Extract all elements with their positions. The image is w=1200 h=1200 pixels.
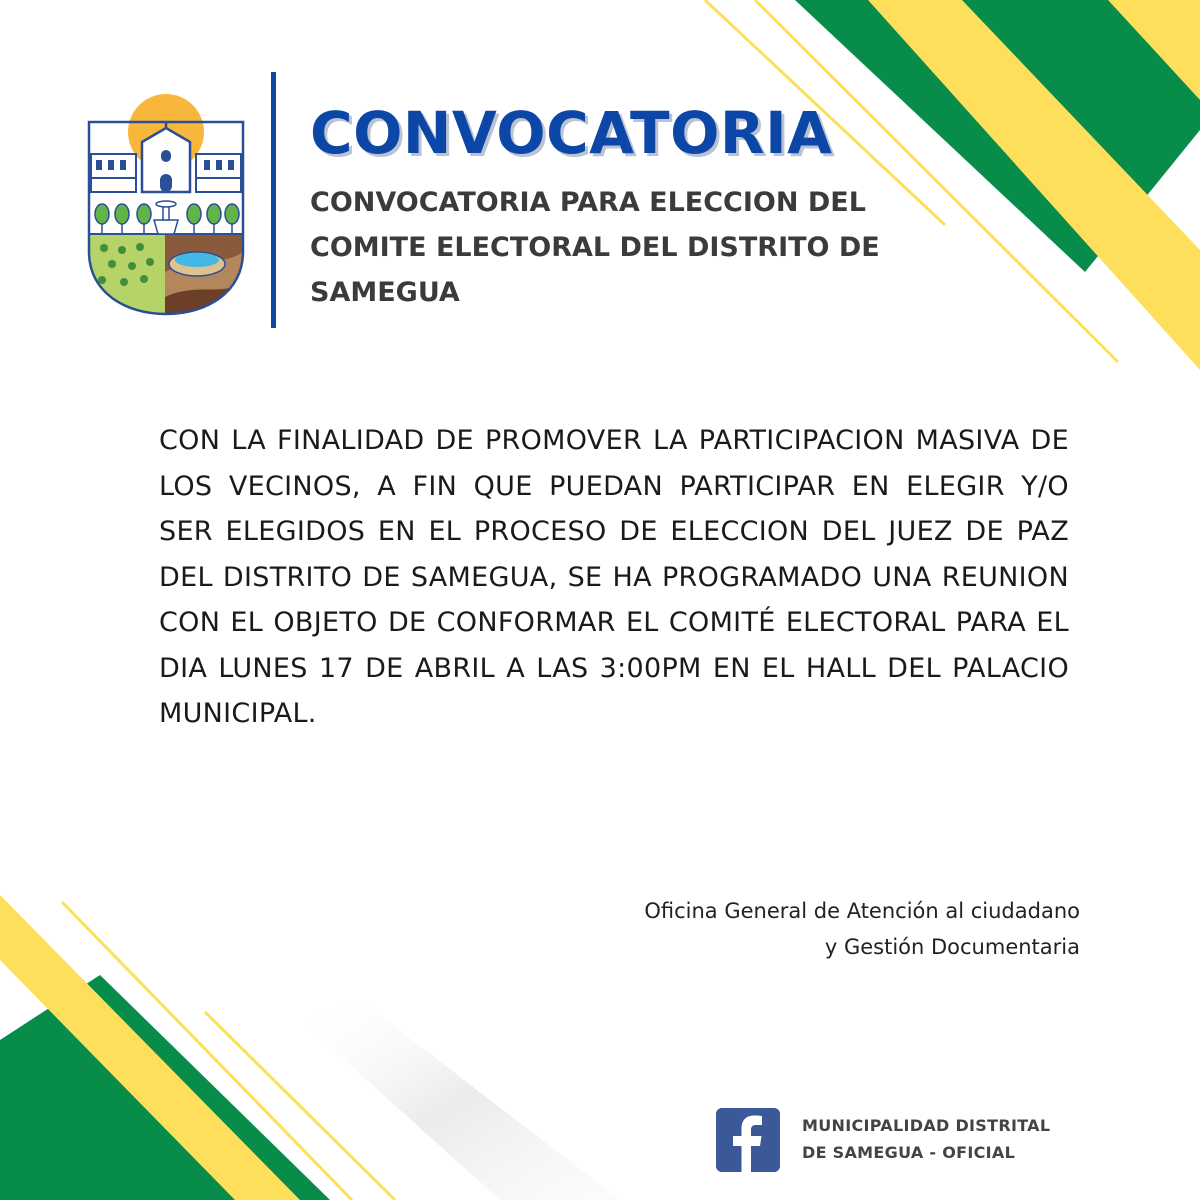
- facebook-page-name-line-1: MUNICIPALIDAD DISTRITAL: [802, 1116, 1051, 1135]
- page-title: CONVOCATORIA: [310, 99, 833, 167]
- issuing-office: [460, 893, 1080, 965]
- page-subtitle: CONVOCATORIA PARA ELECCION DEL COMITE ELECTORAL DEL DISTRITO DE SAMEGUA: [310, 187, 880, 308]
- facebook-page-name: [802, 1112, 1122, 1166]
- facebook-page-name-line-2: DE SAMEGUA - OFICIAL: [802, 1143, 1016, 1162]
- header-divider: [271, 72, 276, 328]
- announcement-body: CON LA FINALIDAD DE PROMOVER LA PARTICIPACION MASIVA DE LOS VECINOS, A FIN QUE PUEDAN PARTICIPAR EN ELEGIR Y/O SER ELEGIDOS EN EL PROCESO DE ELECCION DEL JUEZ DE PAZ DEL DISTRITO DE SAMEGUA, SE HA PROGRAMADO UNA REUNION CON EL OBJETO DE CONFORMAR EL COMITÉ ELECTORAL PARA EL DIA LUNES 17 DE ABRIL A LAS 3:00PM EN EL HALL DEL PALACIO MUNICIPAL.: [159, 425, 1069, 729]
- issuing-office-line-2: y Gestión Documentaria: [824, 935, 1080, 959]
- municipal-seal-logo: [82, 92, 252, 322]
- issuing-office-line-1: Oficina General de Atención al ciudadano: [644, 899, 1080, 923]
- facebook-icon: [716, 1108, 780, 1172]
